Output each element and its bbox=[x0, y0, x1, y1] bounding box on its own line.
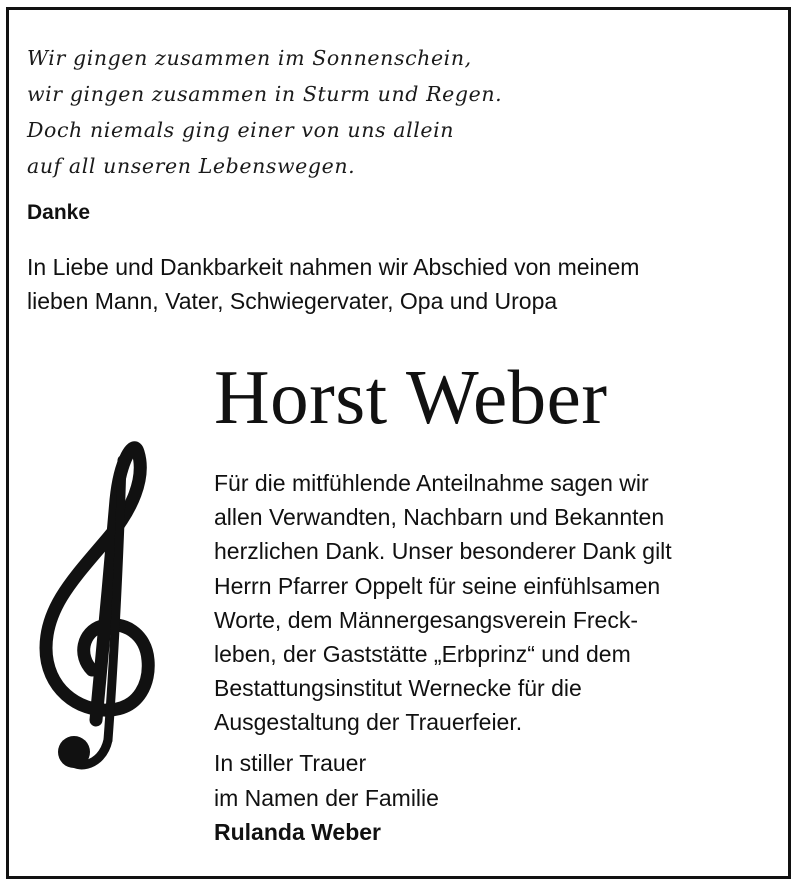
message-line: Herrn Pfarrer Oppelt für seine einfühlsamen bbox=[214, 572, 661, 599]
closing-block bbox=[214, 746, 439, 850]
message-line: allen Verwandten, Nachbarn und Bekannten bbox=[214, 504, 665, 531]
closing-line: In stiller Trauer bbox=[214, 750, 367, 776]
poem-line: Doch niemals ging einer von uns allein bbox=[27, 118, 455, 142]
signer-name: Rulanda Weber bbox=[214, 819, 381, 845]
message-line: Für die mitfühlende Anteilnahme sagen wir bbox=[214, 470, 649, 496]
message-line: herzlichen Dank. Unser besonderer Dank gilt bbox=[214, 538, 672, 565]
heading-danke: Danke bbox=[27, 201, 91, 224]
thanks-message bbox=[214, 466, 774, 740]
message-line: Worte, dem Männergesangsverein Freck- bbox=[214, 606, 638, 633]
closing-line: im Namen der Familie bbox=[214, 784, 439, 811]
poem-line: wir gingen zusammen in Sturm und Regen. bbox=[27, 82, 503, 106]
message-line: Ausgestaltung der Trauerfeier. bbox=[214, 709, 523, 736]
deceased-name: Horst Weber bbox=[214, 354, 608, 440]
poem-line: auf all unseren Lebenswegen. bbox=[27, 154, 356, 178]
intro-text: In Liebe und Dankbarkeit nahmen wir Abschied von meinem lieben Mann, Vater, Schwiegervater, Opa und Uropa bbox=[27, 254, 640, 314]
poem bbox=[27, 40, 502, 184]
poem-line: Wir gingen zusammen im Sonnenschein, bbox=[27, 46, 472, 70]
treble-clef-icon bbox=[36, 420, 156, 780]
message-line: leben, der Gaststätte „Erbprinz“ und dem bbox=[214, 641, 631, 668]
message-line: Bestattungsinstitut Wernecke für die bbox=[214, 675, 582, 702]
